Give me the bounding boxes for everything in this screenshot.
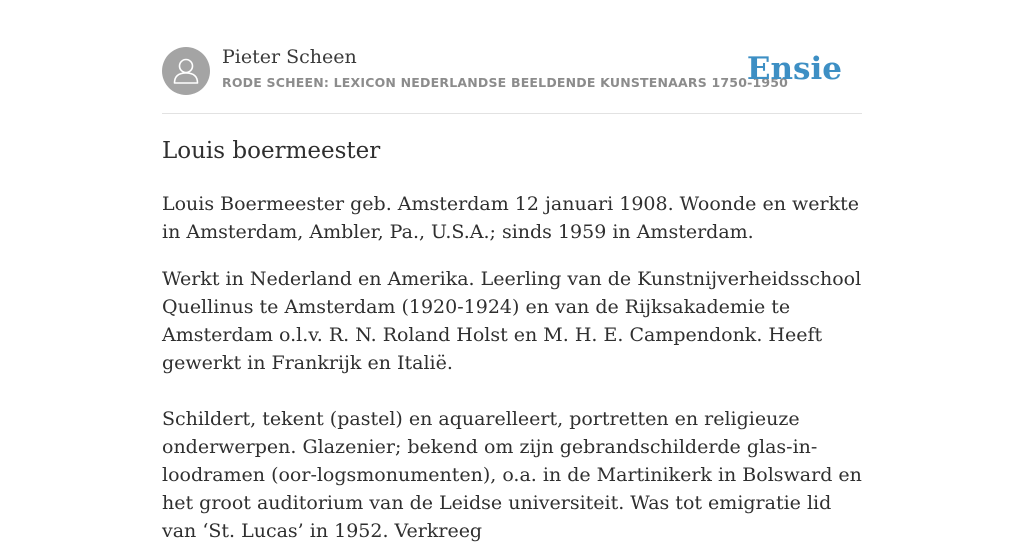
paragraph-2: Werkt in Nederland en Amerika. Leerling van de Kunstnijverheidsschool Quellinus te Amsterdam (1920-1924) en van de Rijksakademie te Amsterdam o.l.v. R. N. Roland Holst en M. H. E. Campendonk. Heeft gewerkt in Frankrijk en Italië. <box>162 268 862 374</box>
user-icon <box>162 47 210 95</box>
paragraph-1: Louis Boermeester geb. Amsterdam 12 januari 1908. Woonde en werkte in Amsterdam, Ambler, Pa., U.S.A.; sinds 1959 in Amsterdam. <box>162 193 859 243</box>
ensie-logo[interactable]: Ensie <box>746 51 842 87</box>
article-title: Louis boermeester <box>162 138 381 164</box>
author-name[interactable]: Pieter Scheen <box>222 46 357 68</box>
author-avatar[interactable] <box>162 47 210 95</box>
header-divider <box>162 113 862 114</box>
source-title[interactable]: RODE SCHEEN: LEXICON NEDERLANDSE BEELDENDE KUNSTENAARS 1750-1950 <box>222 75 789 90</box>
paragraph-3: Schildert, tekent (pastel) en aquarelleert, portretten en religieuze onderwerpen. Glazenier; bekend om zijn gebrandschilderde glas-in-loodramen (oor-logsmonumenten), o.a. in de Martinikerk in Bolsward en het groot auditorium van de Leidse universiteit. Was tot emigratie lid van ‘St. Lucas’ in 1952. Verkreeg <box>162 408 862 542</box>
article-body <box>162 190 862 545</box>
header <box>162 46 862 96</box>
